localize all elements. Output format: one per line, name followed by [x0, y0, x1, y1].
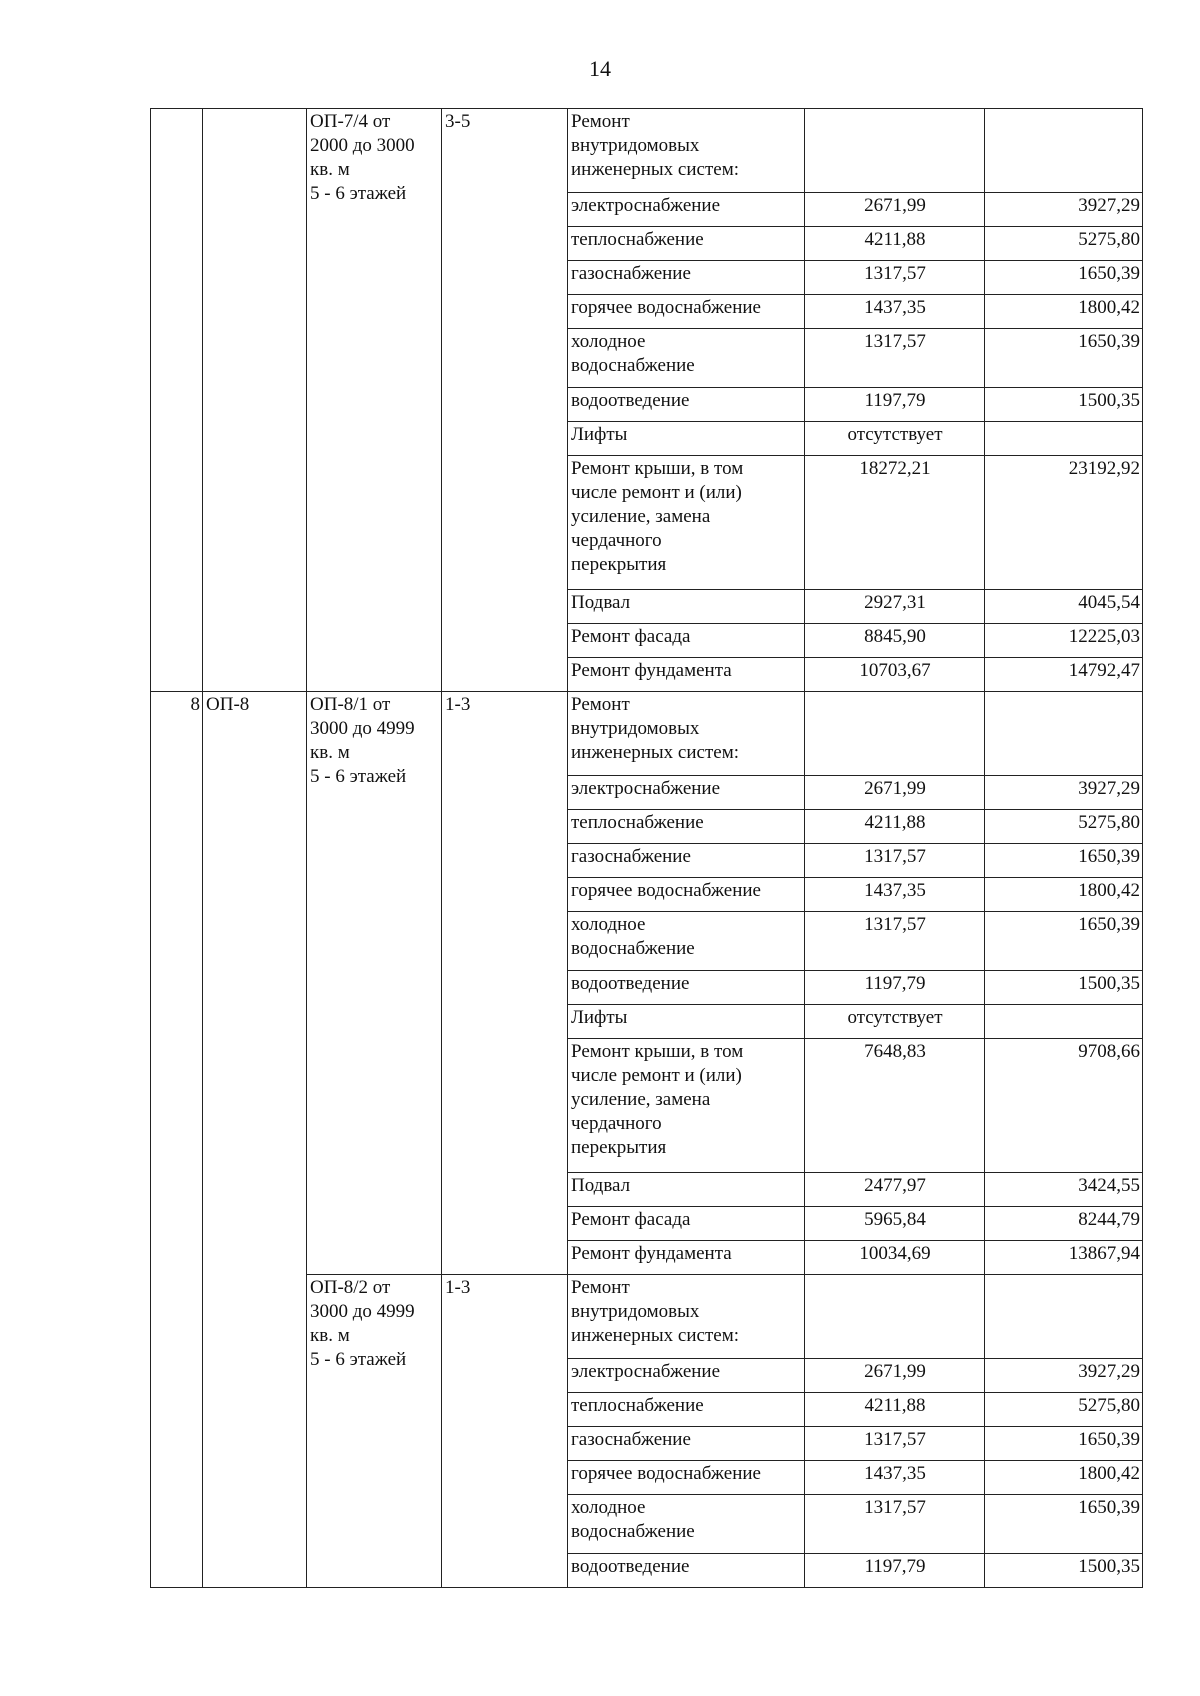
cost-value-max: 1800,42	[985, 878, 1143, 912]
cost-value-min: 4211,88	[805, 227, 985, 261]
work-type: Ремонт внутридомовых инженерных систем:	[568, 692, 805, 776]
cost-value-min: 1317,57	[805, 844, 985, 878]
table-row	[151, 109, 1143, 193]
cost-value-min	[805, 109, 985, 193]
cost-value-max: 13867,94	[985, 1241, 1143, 1275]
subgroup-name: ОП-7/4 от 2000 до 3000 кв. м 5 - 6 этажей	[307, 109, 442, 692]
cost-value-min: 1197,79	[805, 388, 985, 422]
cost-value-min: отсутствует	[805, 1005, 985, 1039]
cost-value-max: 1650,39	[985, 1427, 1143, 1461]
work-type: электроснабжение	[568, 776, 805, 810]
subgroup-name: ОП-8/1 от 3000 до 4999 кв. м 5 - 6 этажей	[307, 692, 442, 1275]
group-number: 8	[151, 692, 203, 1588]
cost-value-min: отсутствует	[805, 422, 985, 456]
work-type: горячее водоснабжение	[568, 878, 805, 912]
cost-value-max: 9708,66	[985, 1039, 1143, 1173]
work-type: электроснабжение	[568, 193, 805, 227]
cost-value-min: 1437,35	[805, 295, 985, 329]
work-type: теплоснабжение	[568, 227, 805, 261]
cost-value-min: 1197,79	[805, 1554, 985, 1588]
work-type: Ремонт внутридомовых инженерных систем:	[568, 109, 805, 193]
work-type: Ремонт крыши, в том числе ремонт и (или) усиление, замена чердачного перекрытия	[568, 456, 805, 590]
work-type: Ремонт фундамента	[568, 1241, 805, 1275]
cost-value-min: 2671,99	[805, 1359, 985, 1393]
work-type: водоотведение	[568, 388, 805, 422]
work-type: газоснабжение	[568, 844, 805, 878]
cost-value-max: 5275,80	[985, 1393, 1143, 1427]
cost-value-max: 4045,54	[985, 590, 1143, 624]
work-type: Ремонт фундамента	[568, 658, 805, 692]
cost-value-min: 18272,21	[805, 456, 985, 590]
table-body	[151, 109, 1143, 1588]
cost-value-min	[805, 692, 985, 776]
cost-value-min: 8845,90	[805, 624, 985, 658]
repair-cost-table	[150, 108, 1143, 1588]
subgroup-name: ОП-8/2 от 3000 до 4999 кв. м 5 - 6 этажей	[307, 1275, 442, 1588]
cost-value-max	[985, 1005, 1143, 1039]
cost-value-min: 2671,99	[805, 193, 985, 227]
repair-period: 1-3	[442, 1275, 568, 1588]
cost-value-min: 1437,35	[805, 1461, 985, 1495]
work-type: газоснабжение	[568, 1427, 805, 1461]
work-type: теплоснабжение	[568, 1393, 805, 1427]
work-type: горячее водоснабжение	[568, 1461, 805, 1495]
work-type: Ремонт внутридомовых инженерных систем:	[568, 1275, 805, 1359]
cost-value-min: 1317,57	[805, 912, 985, 971]
cost-value-max: 1650,39	[985, 912, 1143, 971]
cost-value-min: 1317,57	[805, 1427, 985, 1461]
cost-value-min: 7648,83	[805, 1039, 985, 1173]
cost-value-max: 5275,80	[985, 810, 1143, 844]
work-type: горячее водоснабжение	[568, 295, 805, 329]
group-number	[151, 109, 203, 692]
cost-value-min: 2671,99	[805, 776, 985, 810]
cost-value-min: 4211,88	[805, 810, 985, 844]
cost-value-max: 1500,35	[985, 388, 1143, 422]
cost-value-min: 10034,69	[805, 1241, 985, 1275]
cost-value-max: 8244,79	[985, 1207, 1143, 1241]
work-type: водоотведение	[568, 971, 805, 1005]
cost-value-max	[985, 1275, 1143, 1359]
cost-value-max: 14792,47	[985, 658, 1143, 692]
work-type: Подвал	[568, 590, 805, 624]
work-type: электроснабжение	[568, 1359, 805, 1393]
cost-value-max: 1800,42	[985, 1461, 1143, 1495]
cost-value-min	[805, 1275, 985, 1359]
cost-value-min: 1317,57	[805, 329, 985, 388]
work-type: Ремонт крыши, в том числе ремонт и (или) усиление, замена чердачного перекрытия	[568, 1039, 805, 1173]
cost-value-min: 5965,84	[805, 1207, 985, 1241]
cost-value-max: 1650,39	[985, 261, 1143, 295]
work-type: газоснабжение	[568, 261, 805, 295]
work-type: Подвал	[568, 1173, 805, 1207]
cost-value-max	[985, 422, 1143, 456]
cost-value-min: 1197,79	[805, 971, 985, 1005]
cost-value-min: 10703,67	[805, 658, 985, 692]
cost-value-max: 23192,92	[985, 456, 1143, 590]
table-row	[151, 692, 1143, 776]
work-type: холодное водоснабжение	[568, 912, 805, 971]
cost-value-max: 5275,80	[985, 227, 1143, 261]
work-type: Лифты	[568, 422, 805, 456]
page-number: 14	[589, 56, 611, 81]
cost-value-min: 4211,88	[805, 1393, 985, 1427]
cost-value-max: 3927,29	[985, 1359, 1143, 1393]
cost-value-max: 3927,29	[985, 193, 1143, 227]
group-code	[203, 109, 307, 692]
cost-value-max: 1500,35	[985, 1554, 1143, 1588]
cost-value-min: 2477,97	[805, 1173, 985, 1207]
cost-value-max	[985, 109, 1143, 193]
cost-value-min: 1317,57	[805, 261, 985, 295]
work-type: холодное водоснабжение	[568, 1495, 805, 1554]
cost-value-min: 2927,31	[805, 590, 985, 624]
work-type: Лифты	[568, 1005, 805, 1039]
repair-period: 1-3	[442, 692, 568, 1275]
repair-period: 3-5	[442, 109, 568, 692]
work-type: водоотведение	[568, 1554, 805, 1588]
cost-value-max: 3424,55	[985, 1173, 1143, 1207]
cost-value-max: 1650,39	[985, 329, 1143, 388]
cost-value-max: 1800,42	[985, 295, 1143, 329]
cost-value-max: 3927,29	[985, 776, 1143, 810]
work-type: теплоснабжение	[568, 810, 805, 844]
cost-value-max: 1650,39	[985, 844, 1143, 878]
cost-value-min: 1437,35	[805, 878, 985, 912]
cost-value-max	[985, 692, 1143, 776]
work-type: холодное водоснабжение	[568, 329, 805, 388]
group-code: ОП-8	[203, 692, 307, 1588]
cost-value-max: 1650,39	[985, 1495, 1143, 1554]
cost-value-min: 1317,57	[805, 1495, 985, 1554]
cost-value-max: 12225,03	[985, 624, 1143, 658]
work-type: Ремонт фасада	[568, 1207, 805, 1241]
cost-value-max: 1500,35	[985, 971, 1143, 1005]
work-type: Ремонт фасада	[568, 624, 805, 658]
